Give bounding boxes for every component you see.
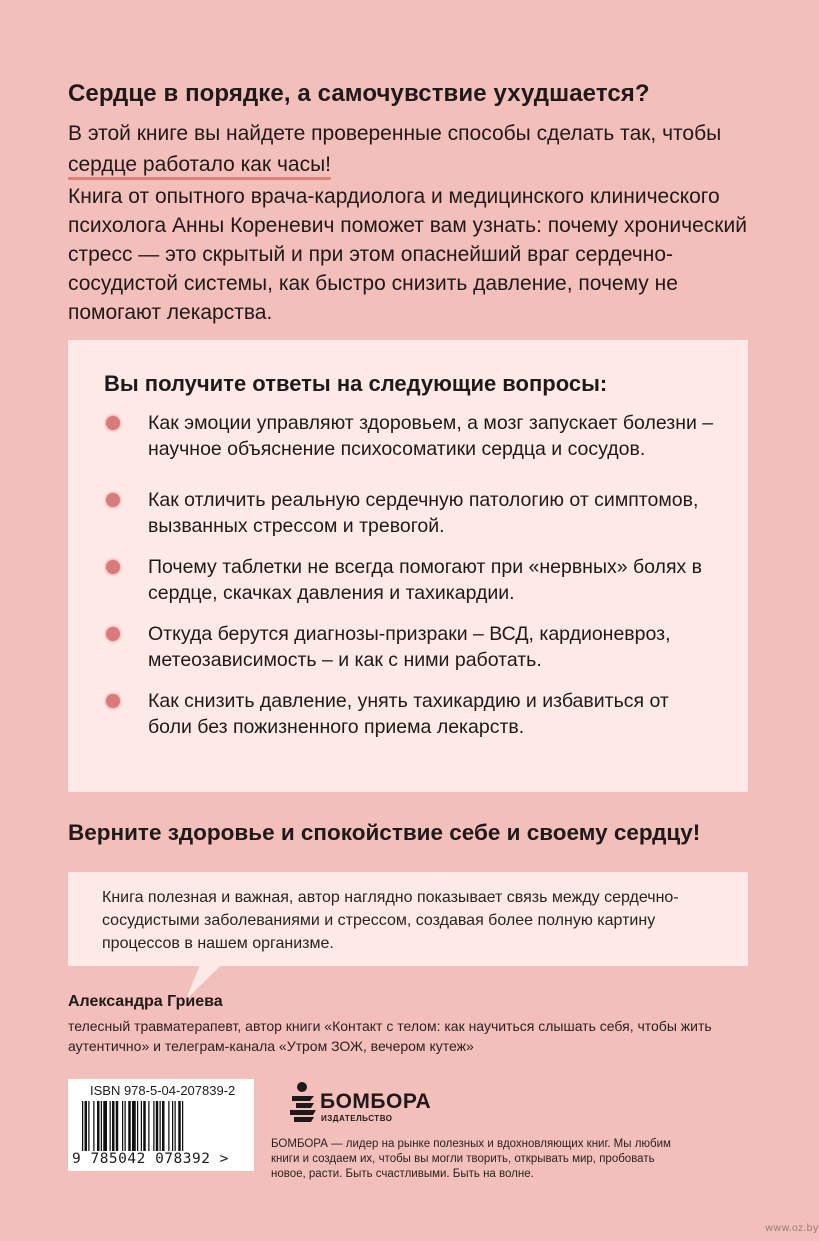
call-to-action: Верните здоровье и спокойствие себе и своему сердцу! — [68, 820, 701, 845]
headline: Сердце в порядке, а самочувствие ухудшается? — [68, 80, 650, 107]
intro-text — [68, 118, 748, 180]
bullet-dot-icon — [106, 694, 120, 708]
question-item: Как снизить давление, унять тахикардию и избавиться от боли без пожизненного приема лекарств. — [68, 688, 748, 740]
review-text: Книга полезная и важная, автор наглядно показывает связь между сердечно-сосудистыми заболеваниями и стрессом, создавая более полную картину процессов в нашем организме. — [102, 889, 679, 952]
watermark: www.oz.by — [765, 1223, 819, 1234]
question-item: Почему таблетки не всегда помогают при «нервных» болях в сердце, скачках давления и тахикардии. — [68, 554, 748, 606]
questions-panel — [68, 340, 748, 792]
review-author: Александра Гриева — [68, 993, 223, 1010]
review-author-description: телесный травматерапевт, автор книги «Контакт с телом: как научиться слышать себя, чтобы жить аутентично» и телеграм-канала «Утром ЗОЖ, вечером кутеж» — [68, 1018, 712, 1054]
publisher-name: БОМБОРА — [320, 1090, 432, 1113]
barcode-block — [68, 1079, 254, 1171]
barcode-icon — [82, 1101, 242, 1151]
publisher-subtitle: ИЗДАТЕЛЬСТВО — [321, 1114, 393, 1123]
question-item: Как эмоции управляют здоровьем, а мозг запускает болезни – научное объяснение психосоматики сердца и сосудов. — [68, 410, 748, 462]
intro-before: В этой книге вы найдете проверенные способы сделать так, чтобы — [68, 122, 722, 145]
publisher-description: БОМБОРА — лидер на рынке полезных и вдохновляющих книг. Мы любим книги и создаем их, чтобы вы могли творить, открывать мир, пробовать новое, расти. Быть счастливыми. Быть на волне. — [271, 1138, 671, 1180]
review-bubble — [68, 872, 748, 966]
question-item: Как отличить реальную сердечную патологию от симптомов, вызванных стрессом и тревогой. — [68, 487, 748, 539]
intro-highlight: сердце работало как часы! — [68, 153, 331, 176]
bullet-dot-icon — [106, 560, 120, 574]
questions-list — [68, 410, 748, 755]
bullet-dot-icon — [106, 416, 120, 430]
isbn-number: ISBN 978-5-04-207839-2 — [90, 1083, 236, 1098]
highlight-underline — [68, 177, 331, 180]
question-item: Откуда берутся диагнозы-призраки – ВСД, кардионевроз, метеозависимость – и как с ними работать. — [68, 621, 748, 673]
bullet-dot-icon — [106, 627, 120, 641]
book-description: Книга от опытного врача-кардиолога и медицинского клинического психолога Анны Кореневич поможет вам узнать: почему хронический стресс — это скрытый и при этом опаснейший враг сердечно-сосудистой системы, как быстро снизить давление, почему не помогают лекарства. — [68, 185, 747, 324]
questions-title: Вы получите ответы на следующие вопросы: — [104, 371, 608, 396]
bullet-dot-icon — [106, 493, 120, 507]
ean-number: 9 785042 078392 > — [72, 1151, 229, 1167]
